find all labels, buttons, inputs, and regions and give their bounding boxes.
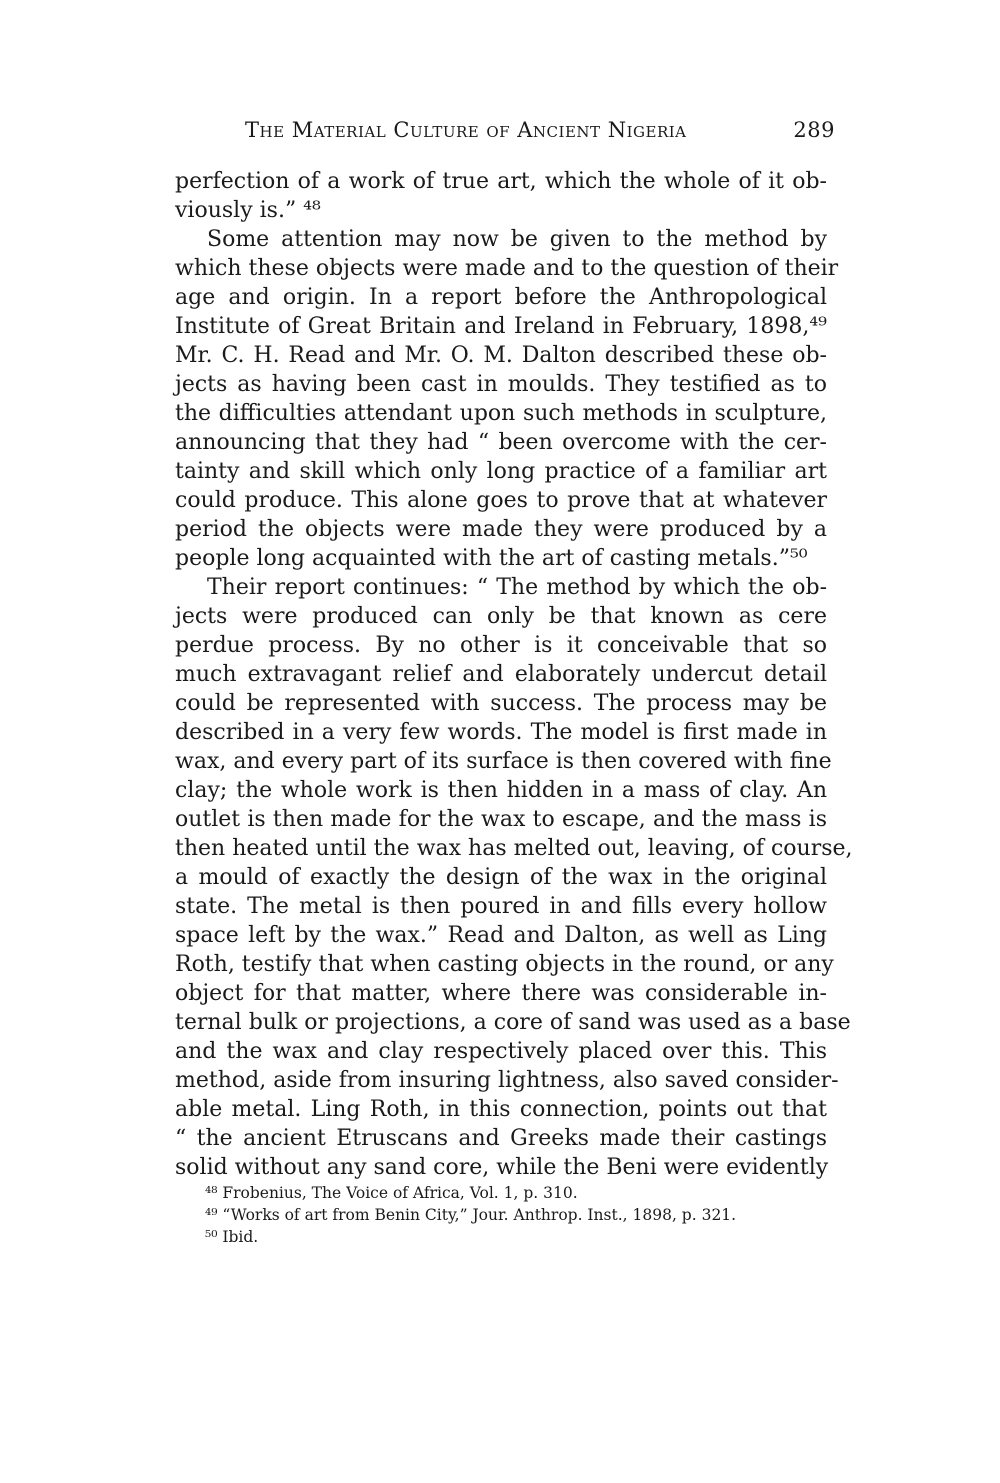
text-line: much extravagant relief and elaborately undercut detail <box>175 662 827 687</box>
footnote: ⁴⁹ “Works of art from Benin City,” Jour. Anthrop. Inst., 1898, p. 321. <box>205 1206 737 1224</box>
text-line: a mould of exactly the design of the wax in the original <box>175 865 827 890</box>
text-line: period the objects were made they were produced by a <box>175 517 827 542</box>
text-line: Mr. C. H. Read and Mr. O. M. Dalton described these ob- <box>175 343 827 368</box>
text-line: ternal bulk or projections, a core of sand was used as a base <box>175 1010 851 1035</box>
text-line: could produce. This alone goes to prove that at whatever <box>175 488 827 513</box>
text-line: described in a very few words. The model is first made in <box>175 720 827 745</box>
text-line: viously is.” ⁴⁸ <box>175 198 321 223</box>
text-line: the difficulties attendant upon such methods in sculpture, <box>175 401 827 426</box>
text-line: space left by the wax.” Read and Dalton, as well as Ling <box>175 923 827 948</box>
body-text <box>175 167 853 1182</box>
text-line: then heated until the wax has melted out, leaving, of course, <box>175 836 853 861</box>
text-line: jects as having been cast in moulds. They testified as to <box>175 372 827 397</box>
text-line: people long acquainted with the art of casting metals.”⁵⁰ <box>175 546 808 571</box>
page-number: 289 <box>793 118 835 142</box>
text-line: perfection of a work of true art, which the whole of it ob- <box>175 169 827 194</box>
text-line: age and origin. In a report before the Anthropological <box>175 285 827 310</box>
text-line: able metal. Ling Roth, in this connection, points out that <box>175 1097 827 1122</box>
text-line: method, aside from insuring lightness, also saved consider- <box>175 1068 839 1093</box>
text-line: Their report continues: “ The method by which the ob- <box>207 575 827 600</box>
text-line: state. The metal is then poured in and fills every hollow <box>175 894 827 919</box>
text-line: “ the ancient Etruscans and Greeks made their castings <box>175 1126 827 1151</box>
text-line: jects were produced can only be that known as cere <box>175 604 827 629</box>
text-line: which these objects were made and to the question of their <box>175 256 839 281</box>
text-line: Roth, testify that when casting objects in the round, or any <box>175 952 834 977</box>
text-line: Institute of Great Britain and Ireland in February, 1898,⁴⁹ <box>175 314 827 339</box>
text-line: outlet is then made for the wax to escape, and the mass is <box>175 807 827 832</box>
text-line: perdue process. By no other is it conceivable that so <box>175 633 827 658</box>
running-title: The Material Culture of Ancient Nigeria <box>245 118 687 142</box>
text-line: solid without any sand core, while the Beni were evidently <box>175 1155 829 1180</box>
footnotes <box>175 1182 827 1248</box>
text-line: and the wax and clay respectively placed over this. This <box>175 1039 827 1064</box>
text-line: announcing that they had “ been overcome with the cer- <box>175 430 827 455</box>
text-line: could be represented with success. The process may be <box>175 691 827 716</box>
running-head <box>245 118 835 148</box>
text-line: clay; the whole work is then hidden in a mass of clay. An <box>175 778 827 803</box>
footnote: ⁴⁸ Frobenius, The Voice of Africa, Vol. 1, p. 310. <box>205 1184 578 1202</box>
text-line: wax, and every part of its surface is then covered with fine <box>175 749 832 774</box>
text-line: tainty and skill which only long practice of a familiar art <box>175 459 827 484</box>
footnote: ⁵⁰ Ibid. <box>205 1228 259 1246</box>
text-line: Some attention may now be given to the method by <box>207 227 827 252</box>
text-line: object for that matter, where there was considerable in- <box>175 981 827 1006</box>
